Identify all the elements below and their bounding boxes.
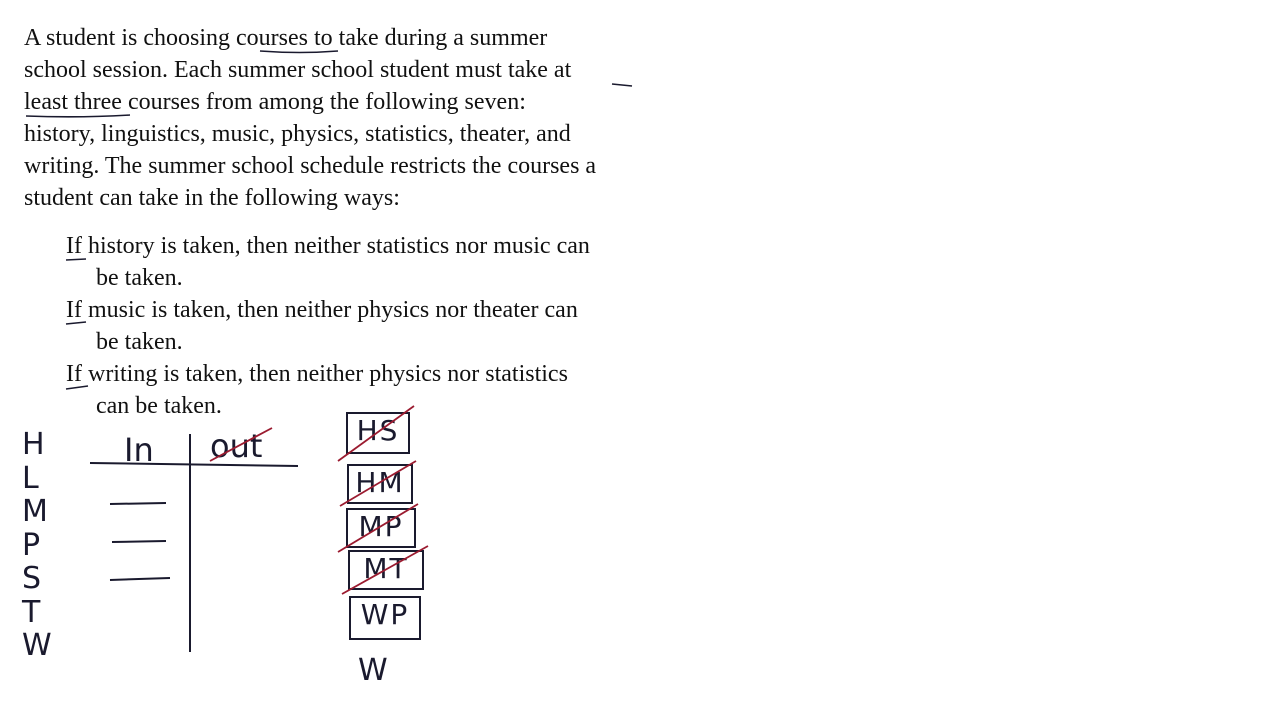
out-column-header: out	[210, 427, 263, 465]
course-letter: P	[22, 527, 41, 563]
passage-line: school session. Each summer school student must take at	[24, 57, 572, 83]
passage-line: student can take in the following ways:	[24, 185, 400, 211]
in-column-header: In	[124, 431, 154, 469]
course-letter: H	[22, 427, 45, 462]
course-letters	[22, 428, 62, 663]
in-slot-blank	[110, 503, 166, 504]
passage-line: history, linguistics, music, physics, statistics, theater, and	[24, 121, 571, 147]
rule-2-line-1: If music is taken, then neither physics nor theater can	[66, 297, 578, 323]
course-letter: M	[22, 494, 48, 529]
pair-box-mt: MT	[348, 550, 424, 590]
pair-box-hs: HS	[346, 412, 410, 454]
pair-box-hm: HM	[347, 464, 413, 504]
rule-3-line-1: If writing is taken, then neither physics nor statistics	[66, 361, 568, 387]
t-chart-horizontal-line	[90, 463, 298, 466]
rule-1-line-2: be taken.	[96, 265, 183, 291]
passage-line: writing. The summer school schedule restricts the courses a	[24, 153, 597, 179]
passage	[24, 22, 684, 214]
pair-box-mp: MP	[346, 508, 416, 548]
in-slot-blank	[112, 541, 166, 542]
rules-list	[66, 230, 686, 422]
course-letter: S	[22, 561, 42, 596]
rule-1-line-1: If history is taken, then neither statistics nor music can	[66, 233, 590, 259]
course-letter: L	[22, 460, 39, 496]
in-slot-blank	[110, 578, 170, 580]
pair-box-wp: WP	[349, 596, 421, 640]
writing-note: W	[358, 653, 388, 688]
rule-2-line-2: be taken.	[96, 329, 183, 355]
course-letter: T	[22, 594, 41, 630]
rule-3-line-2: can be taken.	[96, 393, 222, 419]
passage-line: least three courses from among the following seven:	[24, 89, 526, 115]
passage-line: A student is choosing courses to take during a summer	[24, 25, 548, 51]
course-letter: W	[22, 628, 52, 663]
